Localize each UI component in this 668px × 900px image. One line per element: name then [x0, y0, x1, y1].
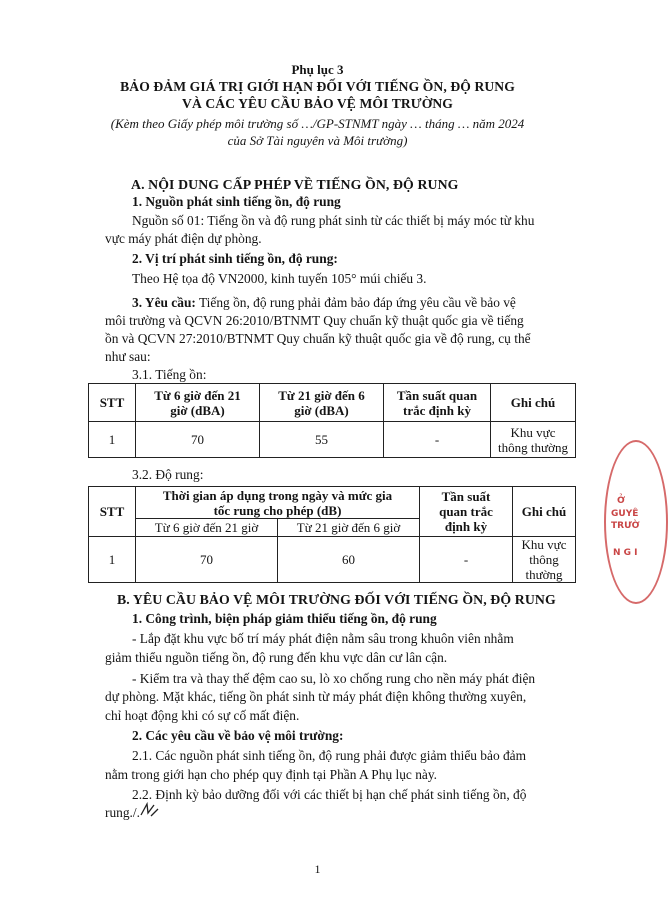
page-number: 1: [314, 862, 321, 876]
stamp-text-4: N G I: [613, 548, 638, 558]
table-row: [89, 422, 576, 458]
table-header-row: [89, 487, 576, 519]
section-a-item3-line3: ồn và QCVN 27:2010/BTNMT Quy chuẩn kỹ thuật quốc gia về độ rung, cụ thể: [105, 331, 531, 346]
section-a-item3-line4: như sau:: [105, 349, 151, 364]
vibration-limit-table: [88, 486, 576, 583]
section-a-item1-line2: vực máy phát điện dự phòng.: [105, 231, 262, 246]
cell-frequency: -: [420, 537, 513, 583]
document-title-line-1: BẢO ĐẢM GIÁ TRỊ GIỚI HẠN ĐỐI VỚI TIẾNG ỒN, ĐỘ RUNG: [120, 79, 515, 94]
stamp-text-1: Ở: [617, 496, 625, 506]
header-day: Từ 6 giờ đến 21 giờ (dBA): [136, 384, 260, 422]
stamp-text-2: GUYÊ: [611, 509, 639, 519]
cell-frequency: -: [384, 422, 491, 458]
vibration-table-label: 3.2. Độ rung:: [132, 467, 204, 482]
cell-night: 55: [260, 422, 384, 458]
cell-note: Khu vực thông thường: [491, 422, 576, 458]
section-b-p4-line2: rung./.: [105, 805, 140, 820]
section-b-item1-heading: 1. Công trình, biện pháp giảm thiểu tiếng ồn, độ rung: [132, 611, 437, 626]
header-stt: STT: [89, 384, 136, 422]
attachment-note-line-2: của Sở Tài nguyên và Môi trường): [227, 133, 408, 148]
section-a-item1-heading: 1. Nguồn phát sinh tiếng ồn, độ rung: [132, 194, 341, 209]
section-a-item3-label: 3. Yêu cầu:: [132, 295, 196, 310]
header-frequency: Tần suất quan trắc định kỳ: [384, 384, 491, 422]
cell-day: 70: [136, 537, 278, 583]
section-b-p2-line1: - Kiểm tra và thay thế đệm cao su, lò xo chống rung cho nền máy phát điện: [132, 671, 536, 686]
cell-stt: 1: [89, 537, 136, 583]
section-b-item2-heading: 2. Các yêu cầu về bảo vệ môi trường:: [132, 728, 344, 743]
header-note: Ghi chú: [491, 384, 576, 422]
table-row: [89, 537, 576, 583]
appendix-label: Phụ lục 3: [291, 62, 344, 77]
noise-limit-table: [88, 383, 576, 458]
section-a-heading: A. NỘI DUNG CẤP PHÉP VỀ TIẾNG ỒN, ĐỘ RUNG: [131, 177, 459, 192]
header-note: Ghi chú: [513, 487, 576, 537]
table-header-row: [89, 384, 576, 422]
attachment-note-line-1: (Kèm theo Giấy phép môi trường số …/GP-STNMT ngày … tháng … năm 2024: [110, 116, 525, 131]
section-a-item1-line1: Nguồn số 01: Tiếng ồn và độ rung phát sinh từ các thiết bị máy móc từ khu: [132, 213, 535, 228]
section-b-p2-line3: chỉ hoạt động khi có sự cố mất điện.: [105, 708, 300, 723]
section-b-p3-line2: nằm trong giới hạn cho phép quy định tại Phần A Phụ lục này.: [105, 767, 438, 782]
section-b-p2-line2: dự phòng. Mặt khác, tiếng ồn phát sinh từ máy phát điện không thường xuyên,: [105, 689, 527, 704]
initials-signature-icon: [139, 801, 161, 819]
header-night: Từ 21 giờ đến 6 giờ: [278, 519, 420, 537]
section-a-item3-line1: [132, 294, 516, 311]
section-b-p4-line1: 2.2. Định kỳ bảo dưỡng đối với các thiết bị hạn chế phát sinh tiếng ồn, độ: [132, 787, 527, 802]
section-a-item3-line2: môi trường và QCVN 26:2010/BTNMT Quy chuẩn kỹ thuật quốc gia về tiếng: [105, 313, 524, 328]
section-a-item3-text: Tiếng ồn, độ rung phải đảm bảo đáp ứng yêu cầu về bảo vệ: [195, 295, 516, 310]
section-a-item2-heading: 2. Vị trí phát sinh tiếng ồn, độ rung:: [132, 251, 338, 266]
section-b-p3-line1: 2.1. Các nguồn phát sinh tiếng ồn, độ rung phải được giảm thiểu bảo đảm: [132, 748, 527, 763]
noise-table-label: 3.1. Tiếng ồn:: [132, 367, 207, 382]
document-title-line-2: VÀ CÁC YÊU CẦU BẢO VỆ MÔI TRƯỜNG: [182, 96, 453, 111]
cell-night: 60: [278, 537, 420, 583]
cell-day: 70: [136, 422, 260, 458]
section-a-item2-text: Theo Hệ tọa độ VN2000, kinh tuyến 105° múi chiếu 3.: [132, 271, 427, 286]
section-b-p1-line1: - Lắp đặt khu vực bố trí máy phát điện nằm sâu trong khuôn viên nhằm: [132, 631, 514, 646]
cell-stt: 1: [89, 422, 136, 458]
cell-note: Khu vực thông thường: [513, 537, 576, 583]
stamp-text-3: TRƯỜ: [611, 521, 640, 531]
section-b-p1-line2: giảm thiểu nguồn tiếng ồn, độ rung đến khu vực dân cư lân cận.: [105, 650, 448, 665]
section-b-heading: B. YÊU CẦU BẢO VỆ MÔI TRƯỜNG ĐỐI VỚI TIẾNG ỒN, ĐỘ RUNG: [117, 592, 556, 607]
header-night: Từ 21 giờ đến 6 giờ (dBA): [260, 384, 384, 422]
header-time-group: Thời gian áp dụng trong ngày và mức gia tốc rung cho phép (dB): [136, 487, 420, 519]
header-day: Từ 6 giờ đến 21 giờ: [136, 519, 278, 537]
header-frequency: Tần suất quan trắc định kỳ: [420, 487, 513, 537]
header-stt: STT: [89, 487, 136, 537]
